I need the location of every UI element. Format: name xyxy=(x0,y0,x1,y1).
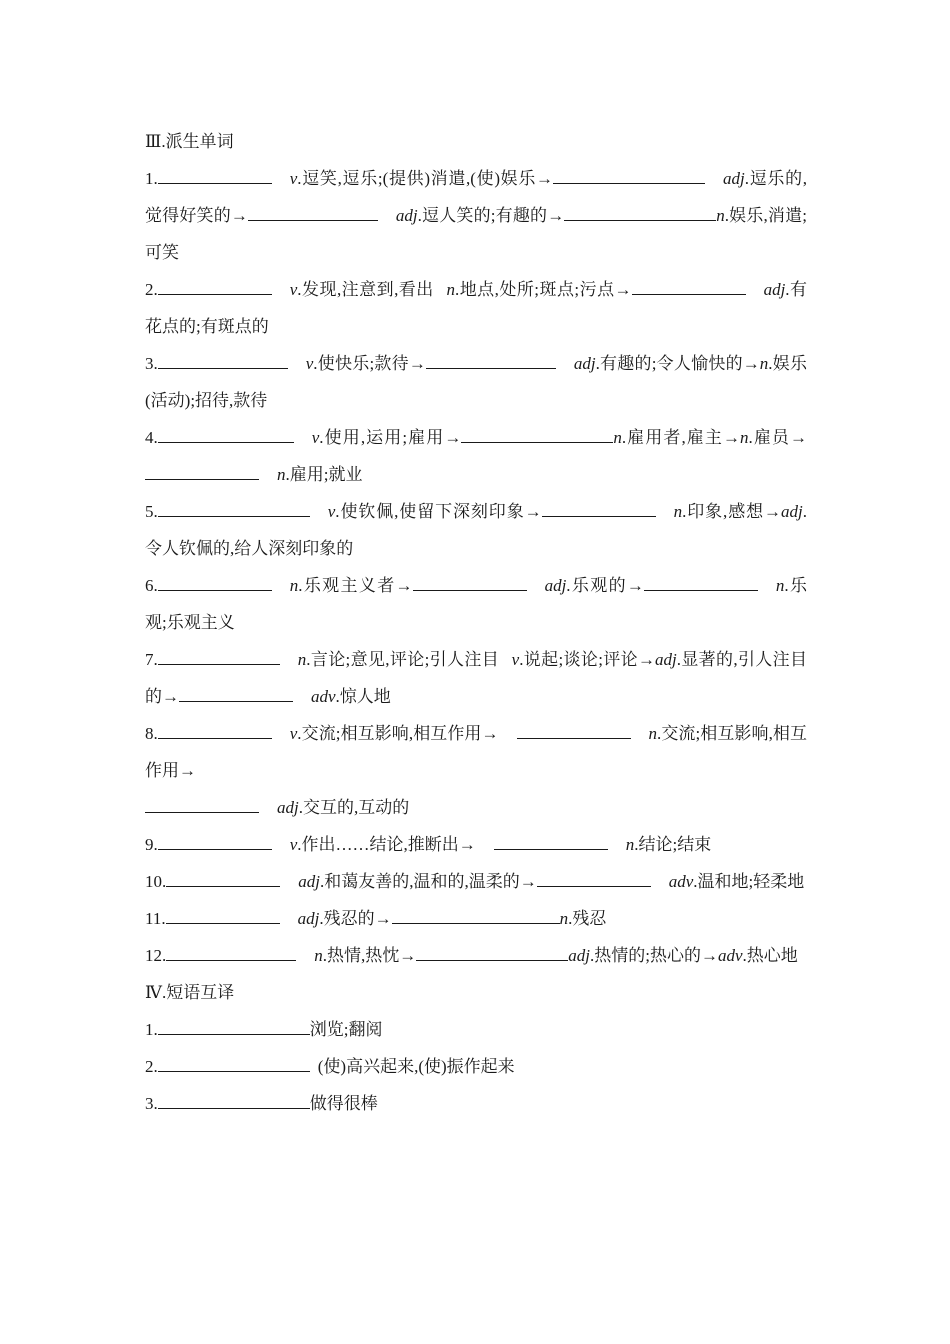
definition: .作出……结论,推断出→ xyxy=(297,835,476,854)
answer-blank[interactable] xyxy=(158,1057,310,1072)
definition: .雇用者,雇主→ xyxy=(621,428,740,447)
phrase-item-3 xyxy=(145,1085,807,1122)
item-number: 3. xyxy=(145,1094,158,1113)
definition: .乐观主义者→ xyxy=(298,576,413,595)
answer-blank[interactable] xyxy=(248,206,378,221)
part-of-speech: v xyxy=(311,428,320,447)
exercise-item-11 xyxy=(145,900,807,937)
phrase-item-2 xyxy=(145,1048,807,1085)
part-of-speech: v xyxy=(289,169,298,188)
section-4-title: Ⅳ.短语互译 xyxy=(145,983,235,1002)
definition: .交互的,互动的 xyxy=(298,798,410,817)
part-of-speech: v xyxy=(289,835,298,854)
phrase-text: (使)高兴起来,(使)振作起来 xyxy=(317,1057,515,1076)
item-number: 7. xyxy=(145,650,158,669)
item-number: 1. xyxy=(145,169,158,188)
answer-blank[interactable] xyxy=(166,872,280,887)
part-of-speech: n xyxy=(739,428,749,447)
item-number: 2. xyxy=(145,280,158,299)
part-of-speech: n xyxy=(289,576,299,595)
part-of-speech: adj xyxy=(544,576,567,595)
exercise-item-1 xyxy=(145,160,807,271)
part-of-speech: adj xyxy=(568,946,590,965)
item-number: 2. xyxy=(145,1057,158,1076)
phrase-text: 做得很棒 xyxy=(309,1094,378,1113)
exercise-item-5 xyxy=(145,493,807,567)
definition: .发现,注意到,看出 xyxy=(297,280,439,299)
answer-blank[interactable] xyxy=(158,835,272,850)
answer-blank[interactable] xyxy=(392,909,560,924)
definition: .乐观;乐观主义 xyxy=(145,576,808,632)
definition: .残忍 xyxy=(568,909,607,928)
answer-blank[interactable] xyxy=(179,687,293,702)
item-number: 6. xyxy=(145,576,158,595)
answer-blank[interactable] xyxy=(542,502,656,517)
definition: .娱乐,消遣;可笑 xyxy=(145,206,807,262)
part-of-speech: adj xyxy=(298,872,320,891)
definition: .地点,处所;斑点;污点→ xyxy=(454,280,632,299)
part-of-speech: n xyxy=(673,502,683,521)
definition: .和蔼友善的,温和的,温柔的→ xyxy=(319,872,537,891)
part-of-speech: n xyxy=(759,354,769,373)
answer-blank[interactable] xyxy=(517,724,631,739)
definition: .交流;相互影响,相互作用→ xyxy=(297,724,499,743)
part-of-speech: v xyxy=(305,354,314,373)
part-of-speech: adv xyxy=(311,687,336,706)
exercise-item-4 xyxy=(145,419,807,493)
part-of-speech: n xyxy=(625,835,635,854)
part-of-speech: v xyxy=(289,724,298,743)
definition: .说起;谈论;评论→ xyxy=(519,650,655,669)
definition: .使快乐;款待→ xyxy=(313,354,426,373)
answer-blank[interactable] xyxy=(158,169,272,184)
part-of-speech: adj xyxy=(655,650,677,669)
answer-blank[interactable] xyxy=(644,576,758,591)
definition: .使钦佩,使留下深刻印象→ xyxy=(335,502,542,521)
answer-blank[interactable] xyxy=(158,576,272,591)
item-number: 4. xyxy=(145,428,158,447)
definition: .残忍的→ xyxy=(319,909,392,928)
part-of-speech: adj xyxy=(395,206,418,225)
definition: .温和地;轻柔地 xyxy=(693,872,805,891)
part-of-speech: v xyxy=(289,280,298,299)
definition: .逗人笑的;有趣的→ xyxy=(417,206,565,225)
answer-blank[interactable] xyxy=(158,650,280,665)
part-of-speech: v xyxy=(327,502,336,521)
answer-blank[interactable] xyxy=(494,835,608,850)
answer-blank[interactable] xyxy=(416,946,568,961)
definition: .惊人地 xyxy=(335,687,391,706)
definition: .逗笑,逗乐;(提供)消遣,(使)娱乐→ xyxy=(297,169,554,188)
definition: .逗乐的,觉得好笑的→ xyxy=(145,169,807,225)
definition: .热情,热忱→ xyxy=(322,946,417,965)
item-number: 1. xyxy=(145,1020,158,1039)
phrase-item-1 xyxy=(145,1011,807,1048)
part-of-speech: adj xyxy=(277,798,299,817)
exercise-item-6 xyxy=(145,567,807,641)
item-number: 10. xyxy=(145,872,167,891)
answer-blank[interactable] xyxy=(145,465,259,480)
answer-blank[interactable] xyxy=(158,724,272,739)
part-of-speech: v xyxy=(511,650,520,669)
item-number: 9. xyxy=(145,835,158,854)
part-of-speech: adj xyxy=(763,280,786,299)
definition: .热心地 xyxy=(742,946,798,965)
exercise-item-2 xyxy=(145,271,807,345)
exercise-item-9 xyxy=(145,826,807,863)
definition: .有趣的;令人愉快的→ xyxy=(595,354,760,373)
definition: .有花点的;有斑点的 xyxy=(145,280,808,336)
answer-blank[interactable] xyxy=(426,354,556,369)
part-of-speech: n xyxy=(613,428,622,447)
part-of-speech: n xyxy=(775,576,785,595)
definition: .令人钦佩的,给人深刻印象的 xyxy=(145,502,807,558)
answer-blank[interactable] xyxy=(166,909,280,924)
definition: .雇用;就业 xyxy=(285,465,363,484)
exercise-item-12 xyxy=(145,937,807,974)
answer-blank[interactable] xyxy=(158,502,310,517)
part-of-speech: n xyxy=(297,650,307,669)
answer-blank[interactable] xyxy=(145,798,259,813)
part-of-speech: n xyxy=(446,280,455,299)
exercise-item-7 xyxy=(145,641,807,715)
part-of-speech: n xyxy=(716,206,725,225)
definition: .结论;结束 xyxy=(634,835,712,854)
part-of-speech: adj xyxy=(573,354,596,373)
answer-blank[interactable] xyxy=(413,576,527,591)
answer-blank[interactable] xyxy=(553,169,705,184)
answer-blank[interactable] xyxy=(158,1094,310,1109)
answer-blank[interactable] xyxy=(632,280,746,295)
part-of-speech: n xyxy=(559,909,569,928)
answer-blank[interactable] xyxy=(158,428,294,443)
item-number: 5. xyxy=(145,502,158,521)
section-3-title: Ⅲ.派生单词 xyxy=(145,132,234,151)
definition: .言论;意见,评论;引人注目 xyxy=(306,650,504,669)
definition: .印象,感想→ xyxy=(682,502,782,521)
exercise-item-10 xyxy=(145,863,807,900)
part-of-speech: adv xyxy=(717,946,743,965)
definition: .交流;相互影响,相互作用→ xyxy=(145,724,807,780)
exercise-item-3 xyxy=(145,345,807,419)
answer-blank[interactable] xyxy=(564,206,716,221)
item-number: 11. xyxy=(145,909,166,928)
part-of-speech: n xyxy=(648,724,657,743)
answer-blank[interactable] xyxy=(461,428,613,443)
part-of-speech: adj xyxy=(781,502,803,521)
part-of-speech: adj xyxy=(297,909,320,928)
phrase-text: 浏览;翻阅 xyxy=(309,1020,383,1039)
answer-blank[interactable] xyxy=(537,872,651,887)
definition: .娱乐(活动);招待,款待 xyxy=(145,354,807,410)
item-number: 3. xyxy=(145,354,158,373)
answer-blank[interactable] xyxy=(166,946,296,961)
exercise-item-8 xyxy=(145,715,807,826)
definition: .乐观的→ xyxy=(566,576,644,595)
item-number: 12. xyxy=(145,946,167,965)
part-of-speech: n xyxy=(277,465,286,484)
definition: .使用,运用;雇用→ xyxy=(319,428,462,447)
part-of-speech: adj xyxy=(723,169,745,188)
answer-blank[interactable] xyxy=(158,354,288,369)
definition: .雇员→ xyxy=(748,428,808,447)
part-of-speech: n xyxy=(314,946,323,965)
answer-blank[interactable] xyxy=(158,280,272,295)
answer-blank[interactable] xyxy=(158,1020,310,1035)
definition: .显著的,引人注目的→ xyxy=(145,650,807,706)
definition: .热情的;热心的→ xyxy=(589,946,718,965)
item-number: 8. xyxy=(145,724,158,743)
part-of-speech: adv xyxy=(668,872,694,891)
worksheet-content xyxy=(145,123,807,1122)
